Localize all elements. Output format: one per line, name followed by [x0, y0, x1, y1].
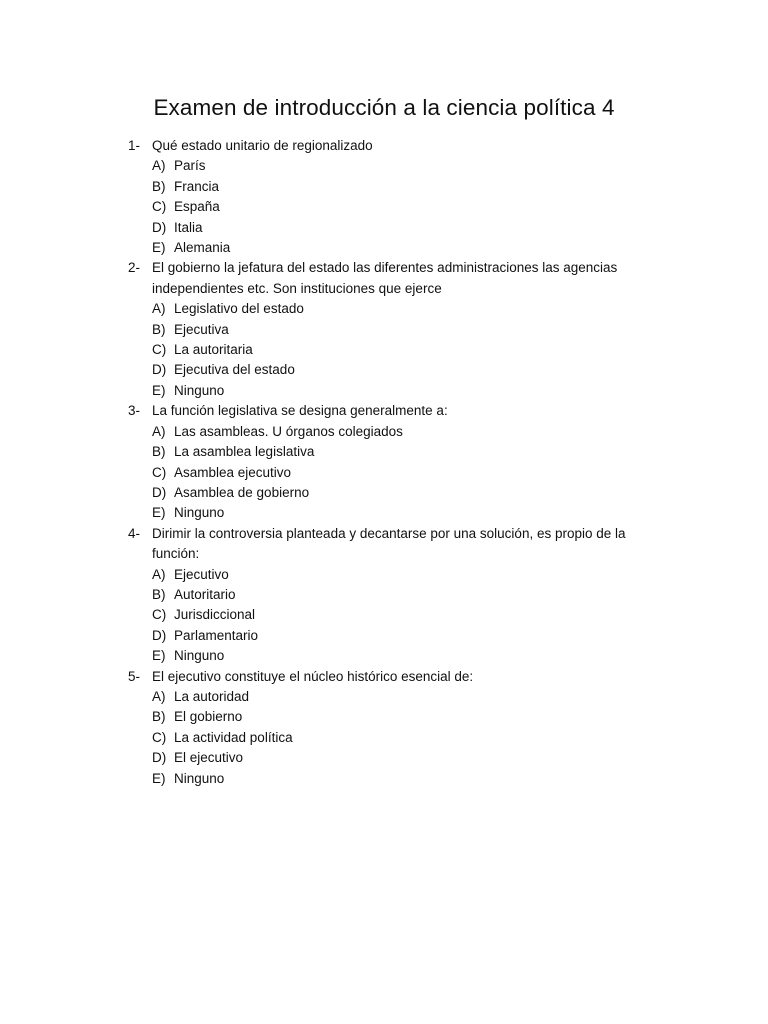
- option-d: [152, 483, 644, 503]
- option-b: [152, 320, 644, 340]
- question-number: 2-: [128, 260, 141, 276]
- option-text: Ninguno: [174, 382, 225, 398]
- option-text: El ejecutivo: [174, 750, 244, 766]
- option-letter: A): [152, 158, 166, 174]
- question-text: Qué estado unitario de regionalizado: [152, 138, 373, 153]
- option-text: Asamblea ejecutivo: [174, 464, 292, 480]
- question-text: El gobierno la jefatura del estado las diferentes administraciones las agencias independientes etc. Son instituciones que ejerce: [152, 260, 618, 296]
- option-letter: C): [152, 464, 167, 480]
- option-b: [152, 177, 644, 197]
- option-e: [152, 503, 644, 523]
- option-letter: B): [152, 709, 166, 725]
- question-1: [0, 136, 768, 258]
- document-title: Examen de introducción a la ciencia política 4: [153, 95, 615, 120]
- question-3: [0, 401, 768, 523]
- option-c: [152, 463, 644, 483]
- option-letter: C): [152, 729, 167, 745]
- option-a: [152, 565, 644, 585]
- option-letter: C): [152, 199, 167, 215]
- option-text: Francia: [174, 178, 220, 194]
- option-letter: D): [152, 484, 167, 500]
- option-d: [152, 360, 644, 380]
- option-letter: E): [152, 382, 166, 398]
- option-a: [152, 687, 644, 707]
- option-d: [152, 218, 644, 238]
- option-text: Ejecutiva del estado: [174, 362, 295, 378]
- option-e: [152, 646, 644, 666]
- option-letter: E): [152, 505, 166, 521]
- option-e: [152, 381, 644, 401]
- option-text: Parlamentario: [174, 627, 259, 643]
- question-list: [0, 136, 768, 789]
- option-text: Ninguno: [174, 648, 225, 664]
- option-text: El gobierno: [174, 709, 243, 725]
- option-text: La autoritaria: [174, 342, 253, 358]
- option-a: [152, 422, 644, 442]
- option-list: [152, 422, 644, 524]
- option-letter: A): [152, 688, 166, 704]
- option-a: [152, 156, 644, 176]
- option-d: [152, 748, 644, 768]
- option-letter: E): [152, 770, 166, 786]
- option-text: Autoritario: [174, 586, 236, 602]
- option-text: Alemania: [174, 240, 231, 256]
- question-5: [0, 667, 768, 789]
- option-letter: C): [152, 342, 167, 358]
- question-number: 1-: [128, 138, 141, 153]
- question-number: 4-: [128, 525, 141, 541]
- option-a: [152, 299, 644, 319]
- option-d: [152, 626, 644, 646]
- option-text: Ninguno: [174, 505, 225, 521]
- option-text: Ejecutivo: [174, 566, 229, 582]
- option-letter: D): [152, 362, 167, 378]
- option-text: Las asambleas. U órganos colegiados: [174, 423, 403, 439]
- option-letter: D): [152, 750, 167, 766]
- question-number: 5-: [128, 668, 141, 684]
- option-text: La asamblea legislativa: [174, 444, 315, 460]
- option-text: Jurisdiccional: [174, 607, 256, 623]
- option-list: [152, 687, 644, 789]
- option-letter: E): [152, 240, 166, 256]
- option-text: La actividad política: [174, 729, 293, 745]
- option-text: Asamblea de gobierno: [174, 484, 310, 500]
- option-letter: D): [152, 219, 167, 235]
- option-text: París: [174, 158, 206, 174]
- question-text: La función legislativa se designa generalmente a:: [152, 403, 448, 419]
- option-letter: E): [152, 648, 166, 664]
- option-b: [152, 707, 644, 727]
- option-letter: A): [152, 423, 166, 439]
- option-text: La autoridad: [174, 688, 250, 704]
- option-letter: A): [152, 301, 166, 317]
- option-text: Ninguno: [174, 770, 225, 786]
- option-list: [152, 156, 644, 258]
- option-c: [152, 605, 644, 625]
- option-c: [152, 197, 644, 217]
- option-e: [152, 238, 644, 258]
- option-letter: A): [152, 566, 166, 582]
- option-text: Ejecutiva: [174, 321, 229, 337]
- question-4: [0, 524, 768, 667]
- option-c: [152, 340, 644, 360]
- option-list: [152, 565, 644, 667]
- question-text: Dirimir la controversia planteada y decantarse por una solución, es propio de la función:: [152, 525, 626, 562]
- option-list: [152, 299, 644, 401]
- option-letter: B): [152, 444, 166, 460]
- option-text: Legislativo del estado: [174, 301, 304, 317]
- option-letter: B): [152, 178, 166, 194]
- option-letter: C): [152, 607, 167, 623]
- question-number: 3-: [128, 403, 141, 419]
- question-2: [0, 258, 768, 401]
- option-text: Italia: [174, 219, 203, 235]
- option-text: España: [174, 199, 220, 215]
- option-letter: D): [152, 627, 167, 643]
- option-e: [152, 769, 644, 789]
- option-letter: B): [152, 321, 166, 337]
- option-letter: B): [152, 586, 166, 602]
- option-b: [152, 585, 644, 605]
- option-c: [152, 728, 644, 748]
- question-text: El ejecutivo constituye el núcleo histórico esencial de:: [152, 668, 474, 684]
- option-b: [152, 442, 644, 462]
